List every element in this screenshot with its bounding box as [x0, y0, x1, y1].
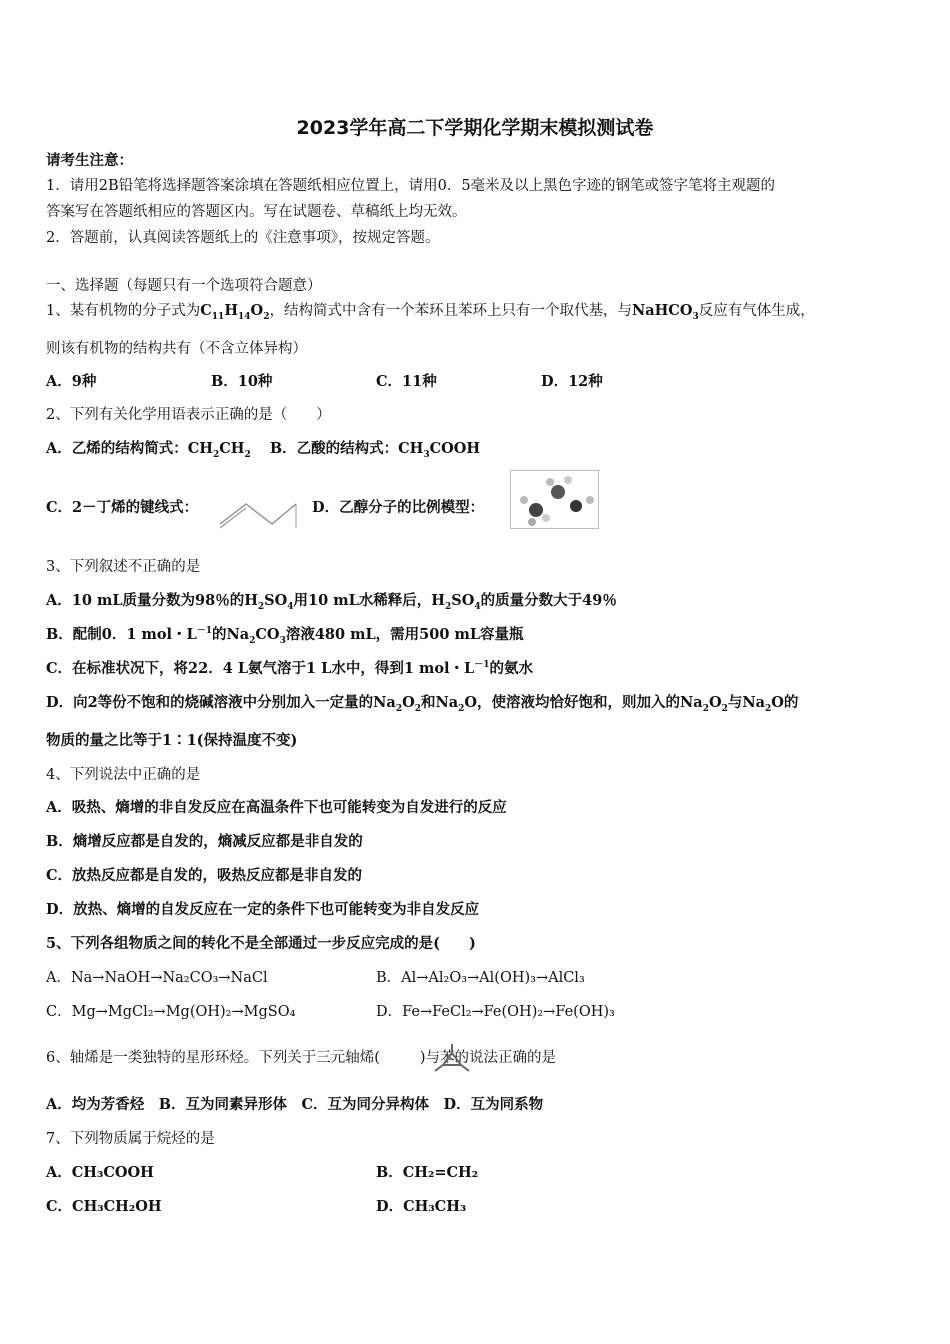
section-heading: 一、选择题（每题只有一个选项符合题意） — [46, 278, 322, 294]
question-2-option-d: D．乙醇分子的比例模型： — [312, 499, 485, 516]
question-5-option-c: C．Mg→MgCl₂→Mg(OH)₂→MgSO₄ — [46, 1004, 296, 1020]
question-7-stem: 7、下列物质属于烷烃的是 — [46, 1131, 215, 1147]
question-3-option-b: B．配制0．1 mol・$L^{-1}$的$Na_2CO_3$溶液480 mL，需用500 mL容量瓶 — [46, 626, 524, 646]
question-3-option-c: C．在标准状况下，将22．4 L氨气溶于1 L水中，得到1 mol・$L^{-1}$的氨水 — [46, 660, 534, 677]
question-3-option-d-cont: 物质的量之比等于1∶1(保持温度不变) — [46, 732, 298, 749]
question-4-option-c: C．放热反应都是自发的，吸热反应都是非自发的 — [46, 867, 363, 884]
question-7-option-b: B．CH₂=CH₂ — [376, 1164, 479, 1181]
question-5-option-a: A．Na→NaOH→Na₂CO₃→NaCl — [46, 970, 268, 986]
question-4-option-d: D．放热、熵增的自发反应在一定的条件下也可能转变为非自发反应 — [46, 901, 480, 918]
question-3-option-d: D．向2等份不饱和的烧碱溶液中分别加入一定量的$Na_2O_2$和$Na_2O$，使溶液均恰好饱和，则加入的$Na_2O_2$与$Na_2O$的 — [46, 694, 799, 714]
question-3-stem: 3、下列叙述不正确的是 — [46, 559, 201, 575]
notice-item-1-cont: 答案写在答题纸相应的答题区内。写在试题卷、草稿纸上均无效。 — [46, 204, 467, 220]
question-7-option-a: A．CH₃COOH — [46, 1164, 154, 1181]
question-6-stem: 6、轴烯是一类独特的星形环烃。下列关于三元轴烯( )与苯的说法正确的是 — [46, 1050, 557, 1066]
radialene-structure-image — [432, 1040, 472, 1074]
question-2-option-c: C．2－丁烯的键线式： — [46, 499, 199, 516]
question-5-option-b: B．Al→Al₂O₃→Al(OH)₃→AlCl₃ — [376, 970, 585, 986]
question-1-stem: 1、某有机物的分子式为$C_{11}H_{14}O_2$，结构简式中含有一个苯环且苯环上只有一个取代基，与NaHCO$_3$反应有气体生成， — [46, 302, 815, 322]
question-4-option-a: A．吸热、熵增的非自发反应在高温条件下也可能转变为自发进行的反应 — [46, 799, 507, 816]
question-5-stem: 5、下列各组物质之间的转化不是全部通过一步反应完成的是( ) — [46, 935, 476, 952]
question-1-options — [46, 372, 603, 392]
option-b: B．乙酸的结构式：$CH_3COOH$ — [269, 440, 481, 460]
question-7-option-c: C．CH₃CH₂OH — [46, 1198, 162, 1215]
option-d: D．12种 — [541, 373, 603, 390]
notice-heading: 请考生注意： — [46, 152, 133, 169]
question-7-option-d: D．CH₃CH₃ — [376, 1198, 467, 1215]
question-4-option-b: B．熵增反应都是自发的，熵减反应都是非自发的 — [46, 833, 363, 850]
question-1-stem-cont: 则该有机物的结构共有（不含立体异构） — [46, 341, 307, 357]
question-6-options: A．均为芳香烃 B．互为同素异形体 C．互为同分异构体 D．互为同系物 — [46, 1096, 544, 1113]
ethanol-model-image — [510, 470, 600, 530]
option-b: B．10种 — [211, 373, 273, 390]
option-a: A．9种 — [46, 373, 97, 390]
option-c: C．11种 — [376, 373, 437, 390]
notice-item-1: 1．请用2B铅笔将选择题答案涂填在答题纸相应位置上，请用0．5毫米及以上黑色字迹的钢笔或签字笔将主观题的 — [46, 178, 776, 194]
notice-item-2: 2．答题前，认真阅读答题纸上的《注意事项》，按规定答题。 — [46, 230, 440, 246]
option-a: A．乙烯的结构简式：$CH_2CH_2$ — [46, 440, 251, 460]
question-3-option-a: A．10 mL质量分数为98％的$H_2SO_4$用10 mL水稀释后，$H_2SO_4$的质量分数大于49％ — [46, 592, 617, 612]
question-5-option-d: D．Fe→FeCl₂→Fe(OH)₂→Fe(OH)₃ — [376, 1004, 615, 1020]
question-2-options-ab — [46, 439, 480, 459]
question-4-stem: 4、下列说法中正确的是 — [46, 767, 201, 783]
question-2-stem: 2、下列有关化学用语表示正确的是（ ） — [46, 407, 331, 423]
page-title: 2023学年高二下学期化学期末模拟测试卷 — [296, 117, 654, 139]
butene-skeletal-formula-image — [216, 498, 300, 530]
